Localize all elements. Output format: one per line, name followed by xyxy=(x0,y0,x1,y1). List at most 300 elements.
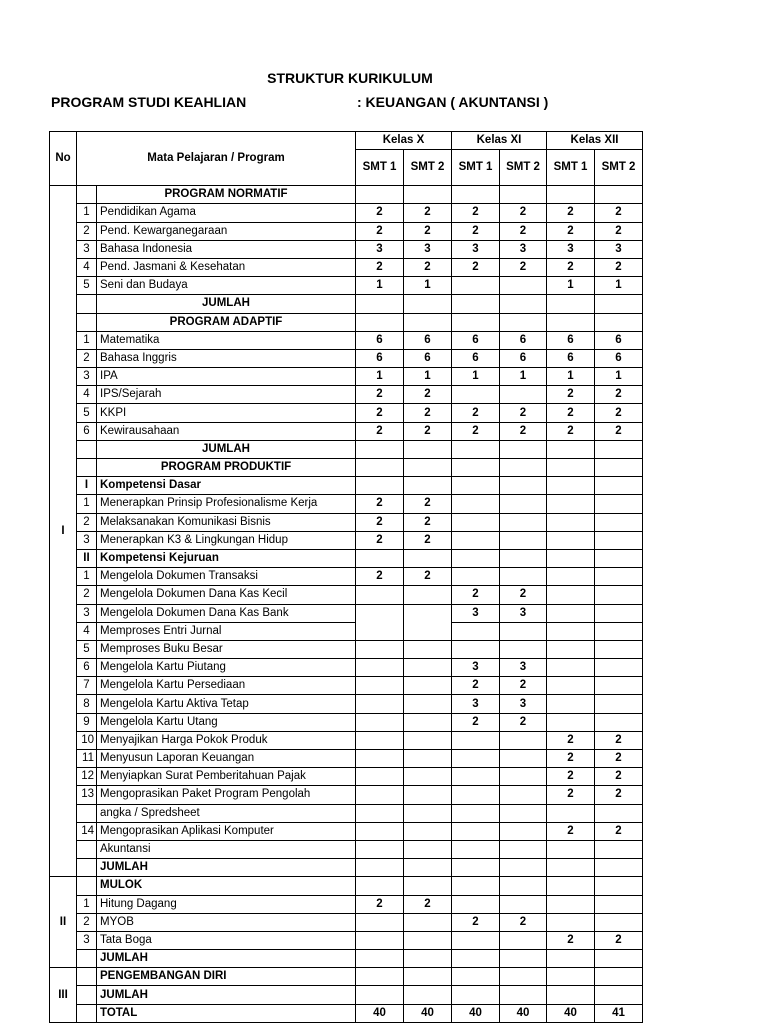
hours-cell xyxy=(500,313,547,331)
table-row xyxy=(50,950,643,968)
hours-cell xyxy=(452,968,500,986)
hours-cell: 2 xyxy=(356,258,404,276)
hours-cell xyxy=(356,640,404,658)
subject-name: JUMLAH xyxy=(97,295,356,313)
hours-cell: 1 xyxy=(547,277,595,295)
hours-cell xyxy=(404,295,452,313)
hours-cell xyxy=(452,804,500,822)
hours-cell xyxy=(595,604,643,622)
row-number: 3 xyxy=(77,531,97,549)
row-number: 3 xyxy=(77,240,97,258)
hours-cell xyxy=(595,986,643,1004)
hours-cell xyxy=(404,549,452,567)
hours-cell xyxy=(452,877,500,895)
hours-cell xyxy=(547,659,595,677)
row-number: 6 xyxy=(77,422,97,440)
hours-cell: 2 xyxy=(547,822,595,840)
table-row xyxy=(50,931,643,949)
hours-cell xyxy=(404,731,452,749)
hours-cell xyxy=(595,840,643,858)
subject-name: JUMLAH xyxy=(97,950,356,968)
hours-cell: 2 xyxy=(500,204,547,222)
hours-cell xyxy=(500,968,547,986)
header-no: No xyxy=(50,132,77,186)
hours-cell xyxy=(500,840,547,858)
hours-cell: 2 xyxy=(356,568,404,586)
subject-name: Seni dan Budaya xyxy=(97,277,356,295)
table-row xyxy=(50,713,643,731)
hours-cell xyxy=(404,950,452,968)
table-row xyxy=(50,750,643,768)
hours-cell xyxy=(595,913,643,931)
table-row xyxy=(50,477,643,495)
subject-name: MULOK xyxy=(97,877,356,895)
hours-cell: 1 xyxy=(356,277,404,295)
table-row xyxy=(50,986,643,1004)
hours-cell xyxy=(595,895,643,913)
hours-cell xyxy=(500,768,547,786)
table-row xyxy=(50,622,643,640)
hours-cell xyxy=(404,713,452,731)
hours-cell xyxy=(547,913,595,931)
hours-cell: 2 xyxy=(404,495,452,513)
hours-cell xyxy=(356,713,404,731)
row-number: 1 xyxy=(77,495,97,513)
row-number: 12 xyxy=(77,768,97,786)
hours-cell xyxy=(404,695,452,713)
hours-cell xyxy=(500,495,547,513)
hours-cell xyxy=(404,477,452,495)
table-row xyxy=(50,913,643,931)
row-number: 4 xyxy=(77,622,97,640)
hours-cell xyxy=(547,477,595,495)
hours-cell xyxy=(452,986,500,1004)
hours-cell: 40 xyxy=(356,1004,404,1022)
subject-name: Pend. Jasmani & Kesehatan xyxy=(97,258,356,276)
table-row xyxy=(50,531,643,549)
table-row xyxy=(50,459,643,477)
row-number: 2 xyxy=(77,913,97,931)
program-value: : KEUANGAN ( AKUNTANSI ) xyxy=(357,94,549,110)
hours-cell: 40 xyxy=(500,1004,547,1022)
hours-cell: 6 xyxy=(500,331,547,349)
hours-cell xyxy=(500,859,547,877)
hours-cell xyxy=(595,640,643,658)
header-row-1 xyxy=(50,132,643,150)
hours-cell xyxy=(356,786,404,804)
hours-cell xyxy=(500,386,547,404)
table-row xyxy=(50,240,643,258)
hours-cell xyxy=(595,568,643,586)
subject-name: JUMLAH xyxy=(97,440,356,458)
hours-cell xyxy=(547,459,595,477)
hours-cell: 2 xyxy=(500,713,547,731)
header-smt: SMT 2 xyxy=(595,150,643,186)
hours-cell: 2 xyxy=(404,513,452,531)
subject-name: Mengoprasikan Paket Program Pengolah xyxy=(97,786,356,804)
header-subject: Mata Pelajaran / Program xyxy=(77,132,356,186)
table-row xyxy=(50,786,643,804)
hours-cell xyxy=(452,622,500,640)
hours-cell xyxy=(452,840,500,858)
subject-name: JUMLAH xyxy=(97,986,356,1004)
hours-cell xyxy=(547,568,595,586)
hours-cell xyxy=(547,313,595,331)
subject-name: JUMLAH xyxy=(97,859,356,877)
hours-cell: 6 xyxy=(452,331,500,349)
hours-cell: 2 xyxy=(595,222,643,240)
hours-cell xyxy=(595,440,643,458)
header-smt: SMT 1 xyxy=(547,150,595,186)
row-number xyxy=(77,859,97,877)
hours-cell xyxy=(404,968,452,986)
subject-name: PROGRAM PRODUKTIF xyxy=(97,459,356,477)
hours-cell xyxy=(452,313,500,331)
hours-cell xyxy=(404,659,452,677)
hours-cell: 3 xyxy=(500,240,547,258)
hours-cell: 2 xyxy=(547,768,595,786)
table-row xyxy=(50,386,643,404)
hours-cell: 2 xyxy=(595,404,643,422)
table-row xyxy=(50,640,643,658)
hours-cell: 1 xyxy=(595,368,643,386)
hours-cell xyxy=(452,859,500,877)
hours-cell xyxy=(500,513,547,531)
hours-cell xyxy=(356,695,404,713)
hours-cell xyxy=(356,931,404,949)
subject-name: Bahasa Indonesia xyxy=(97,240,356,258)
hours-cell xyxy=(452,277,500,295)
hours-cell xyxy=(356,459,404,477)
hours-cell xyxy=(356,968,404,986)
row-number xyxy=(77,1004,97,1022)
row-number: 14 xyxy=(77,822,97,840)
hours-cell xyxy=(595,477,643,495)
header-smt: SMT 2 xyxy=(404,150,452,186)
hours-cell xyxy=(404,186,452,204)
hours-cell xyxy=(356,677,404,695)
hours-cell: 2 xyxy=(595,931,643,949)
row-number: 2 xyxy=(77,513,97,531)
hours-cell xyxy=(500,549,547,567)
subject-name: IPS/Sejarah xyxy=(97,386,356,404)
hours-cell xyxy=(356,659,404,677)
hours-cell xyxy=(547,968,595,986)
hours-cell xyxy=(452,386,500,404)
hours-cell xyxy=(356,477,404,495)
table-row xyxy=(50,840,643,858)
subject-name: Pend. Kewarganegaraan xyxy=(97,222,356,240)
document-title: STRUKTUR KURIKULUM xyxy=(267,70,433,86)
group-number: III xyxy=(50,968,77,1023)
table-row xyxy=(50,659,643,677)
hours-cell xyxy=(404,877,452,895)
hours-cell: 2 xyxy=(452,222,500,240)
subject-name: Mengelola Dokumen Dana Kas Kecil xyxy=(97,586,356,604)
hours-cell xyxy=(356,313,404,331)
subject-name: Mengelola Kartu Piutang xyxy=(97,659,356,677)
hours-cell: 2 xyxy=(500,422,547,440)
subject-name: Akuntansi xyxy=(97,840,356,858)
hours-cell xyxy=(595,968,643,986)
subject-name: Mengelola Kartu Aktiva Tetap xyxy=(97,695,356,713)
hours-cell xyxy=(356,859,404,877)
row-number: 5 xyxy=(77,404,97,422)
hours-cell xyxy=(547,677,595,695)
table-row xyxy=(50,895,643,913)
row-number: 1 xyxy=(77,895,97,913)
table-row xyxy=(50,1004,643,1022)
hours-cell: 41 xyxy=(595,1004,643,1022)
hours-cell: 2 xyxy=(404,222,452,240)
hours-cell: 6 xyxy=(404,349,452,367)
hours-cell: 2 xyxy=(595,768,643,786)
hours-cell xyxy=(404,586,452,604)
hours-cell xyxy=(595,950,643,968)
row-number: I xyxy=(77,477,97,495)
table-row xyxy=(50,313,643,331)
hours-cell: 2 xyxy=(356,531,404,549)
hours-cell xyxy=(356,440,404,458)
hours-cell xyxy=(404,459,452,477)
hours-cell xyxy=(595,531,643,549)
hours-cell: 2 xyxy=(404,895,452,913)
hours-cell xyxy=(547,622,595,640)
row-number: 8 xyxy=(77,695,97,713)
hours-cell xyxy=(595,622,643,640)
row-number: 1 xyxy=(77,568,97,586)
hours-cell xyxy=(356,986,404,1004)
hours-cell xyxy=(404,677,452,695)
hours-cell xyxy=(595,804,643,822)
header-smt: SMT 1 xyxy=(356,150,404,186)
subject-name: Mengelola Dokumen Transaksi xyxy=(97,568,356,586)
hours-cell: 3 xyxy=(356,240,404,258)
hours-cell: 3 xyxy=(500,604,547,622)
hours-cell xyxy=(452,931,500,949)
hours-cell xyxy=(452,768,500,786)
subject-name: Kewirausahaan xyxy=(97,422,356,440)
hours-cell xyxy=(356,549,404,567)
hours-cell xyxy=(452,568,500,586)
hours-cell: 3 xyxy=(452,604,500,622)
header-smt: SMT 1 xyxy=(452,150,500,186)
hours-cell xyxy=(452,459,500,477)
hours-cell xyxy=(595,295,643,313)
hours-cell: 3 xyxy=(500,659,547,677)
hours-cell xyxy=(547,513,595,531)
table-row xyxy=(50,513,643,531)
table-row xyxy=(50,222,643,240)
table-row xyxy=(50,422,643,440)
subject-name: Melaksanakan Komunikasi Bisnis xyxy=(97,513,356,531)
subject-name: Menyiapkan Surat Pemberitahuan Pajak xyxy=(97,768,356,786)
hours-cell xyxy=(356,186,404,204)
table-row xyxy=(50,568,643,586)
hours-cell xyxy=(500,950,547,968)
hours-cell xyxy=(452,950,500,968)
subject-name: Kompetensi Kejuruan xyxy=(97,549,356,567)
row-number: 3 xyxy=(77,368,97,386)
hours-cell: 3 xyxy=(404,240,452,258)
hours-cell: 40 xyxy=(452,1004,500,1022)
hours-cell xyxy=(452,295,500,313)
hours-cell: 2 xyxy=(547,786,595,804)
hours-cell: 1 xyxy=(500,368,547,386)
hours-cell xyxy=(500,786,547,804)
hours-cell xyxy=(500,440,547,458)
hours-cell xyxy=(547,495,595,513)
hours-cell xyxy=(547,877,595,895)
row-number: II xyxy=(77,549,97,567)
hours-cell: 2 xyxy=(404,568,452,586)
program-label: PROGRAM STUDI KEAHLIAN xyxy=(51,94,247,110)
hours-cell: 2 xyxy=(452,204,500,222)
hours-cell xyxy=(356,840,404,858)
hours-cell xyxy=(500,459,547,477)
hours-cell: 6 xyxy=(595,331,643,349)
hours-cell: 6 xyxy=(452,349,500,367)
subject-name: Hitung Dagang xyxy=(97,895,356,913)
subject-name: Bahasa Inggris xyxy=(97,349,356,367)
subject-name: Matematika xyxy=(97,331,356,349)
hours-cell: 1 xyxy=(404,277,452,295)
subject-name: Memproses Entri Jurnal xyxy=(97,622,356,640)
hours-cell: 2 xyxy=(547,422,595,440)
hours-cell: 2 xyxy=(595,750,643,768)
hours-cell: 2 xyxy=(595,422,643,440)
hours-cell xyxy=(595,313,643,331)
hours-cell xyxy=(500,531,547,549)
hours-cell: 2 xyxy=(547,931,595,949)
hours-cell xyxy=(547,804,595,822)
hours-cell: 2 xyxy=(595,386,643,404)
hours-cell: 2 xyxy=(356,204,404,222)
table-row xyxy=(50,349,643,367)
hours-cell xyxy=(500,731,547,749)
hours-cell: 2 xyxy=(595,731,643,749)
hours-cell: 2 xyxy=(500,404,547,422)
hours-cell: 2 xyxy=(356,895,404,913)
hours-cell: 2 xyxy=(452,258,500,276)
hours-cell: 2 xyxy=(452,677,500,695)
hours-cell xyxy=(547,986,595,1004)
table-row xyxy=(50,822,643,840)
row-number: 2 xyxy=(77,349,97,367)
hours-cell xyxy=(452,786,500,804)
hours-cell xyxy=(500,186,547,204)
hours-cell: 2 xyxy=(595,258,643,276)
hours-cell xyxy=(404,804,452,822)
hours-cell: 2 xyxy=(404,531,452,549)
hours-cell: 2 xyxy=(356,495,404,513)
row-number: 1 xyxy=(77,331,97,349)
hours-cell: 2 xyxy=(452,404,500,422)
hours-cell xyxy=(356,768,404,786)
row-number: 9 xyxy=(77,713,97,731)
hours-cell xyxy=(595,549,643,567)
subject-name: Pendidikan Agama xyxy=(97,204,356,222)
subject-name: Memproses Buku Besar xyxy=(97,640,356,658)
subject-name: IPA xyxy=(97,368,356,386)
hours-cell xyxy=(547,586,595,604)
curriculum-table xyxy=(49,131,643,1023)
hours-cell xyxy=(547,549,595,567)
hours-cell xyxy=(595,677,643,695)
hours-cell: 2 xyxy=(547,731,595,749)
hours-cell: 6 xyxy=(356,331,404,349)
hours-cell xyxy=(452,895,500,913)
hours-cell xyxy=(404,986,452,1004)
hours-cell: 2 xyxy=(547,204,595,222)
row-number: 3 xyxy=(77,931,97,949)
hours-cell xyxy=(547,950,595,968)
hours-cell xyxy=(500,477,547,495)
hours-cell: 2 xyxy=(404,258,452,276)
hours-cell: 2 xyxy=(595,822,643,840)
table-row xyxy=(50,877,643,895)
row-number xyxy=(77,804,97,822)
subject-name: Menyusun Laporan Keuangan xyxy=(97,750,356,768)
hours-cell xyxy=(595,695,643,713)
hours-cell xyxy=(452,750,500,768)
hours-cell: 2 xyxy=(500,677,547,695)
hours-cell xyxy=(404,640,452,658)
row-number: 13 xyxy=(77,786,97,804)
hours-cell: 2 xyxy=(452,422,500,440)
hours-cell xyxy=(595,859,643,877)
hours-cell: 6 xyxy=(404,331,452,349)
hours-cell: 2 xyxy=(356,422,404,440)
hours-cell xyxy=(404,750,452,768)
hours-cell: 1 xyxy=(404,368,452,386)
row-number xyxy=(77,840,97,858)
row-number: 3 xyxy=(77,604,97,622)
hours-cell xyxy=(595,659,643,677)
hours-cell: 1 xyxy=(452,368,500,386)
hours-cell: 6 xyxy=(547,331,595,349)
row-number: 6 xyxy=(77,659,97,677)
table-row xyxy=(50,804,643,822)
row-number: 10 xyxy=(77,731,97,749)
hours-cell xyxy=(356,913,404,931)
row-number xyxy=(77,313,97,331)
subject-name: Menerapkan K3 & Lingkungan Hidup xyxy=(97,531,356,549)
row-number: 2 xyxy=(77,586,97,604)
table-row xyxy=(50,968,643,986)
table-row xyxy=(50,368,643,386)
table-row xyxy=(50,859,643,877)
row-number: 4 xyxy=(77,258,97,276)
hours-cell xyxy=(500,895,547,913)
hours-cell: 6 xyxy=(500,349,547,367)
hours-cell: 2 xyxy=(547,386,595,404)
hours-cell xyxy=(452,513,500,531)
hours-cell xyxy=(404,440,452,458)
table-row xyxy=(50,731,643,749)
hours-cell xyxy=(595,186,643,204)
hours-cell xyxy=(595,495,643,513)
hours-cell: 2 xyxy=(500,913,547,931)
hours-cell xyxy=(500,295,547,313)
hours-cell: 2 xyxy=(356,386,404,404)
hours-cell: 2 xyxy=(595,786,643,804)
hours-cell xyxy=(356,877,404,895)
table-row xyxy=(50,404,643,422)
hours-cell xyxy=(547,440,595,458)
hours-cell: 2 xyxy=(547,258,595,276)
hours-cell xyxy=(404,604,452,640)
